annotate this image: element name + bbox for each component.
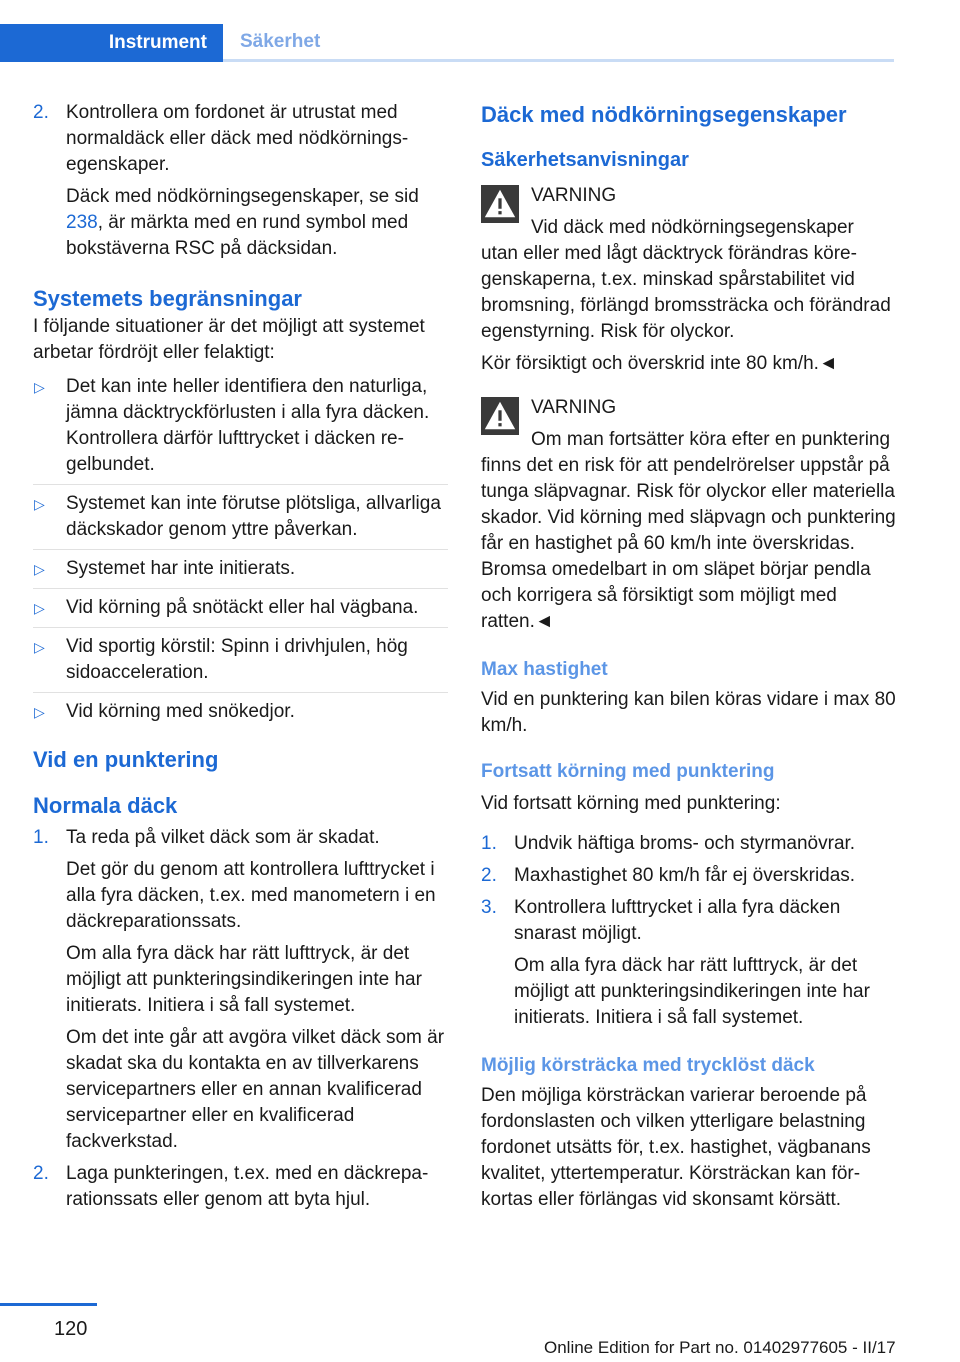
bullet-text: Det kan inte heller identifiera den naturliga, jämna däcktryckförlusten i alla fyra däcken. Kontrollera därför lufttrycket i däcken regelbundet. — [66, 376, 430, 475]
bullet-text: Vid körning på snötäckt eller hal vägbana. — [66, 597, 419, 618]
item-paragraph: Om alla fyra däck har rätt lufttryck, är det möjligt att punkteringsindikeringen inte har initierats. Initiera i så fall systemet. — [514, 955, 870, 1028]
list-item — [481, 831, 896, 857]
bullet-text: Systemet har inte initierats. — [66, 558, 296, 579]
chapter-header — [0, 0, 894, 62]
triangle-bullet-icon: ▷ — [34, 496, 45, 512]
item-number: 2. — [33, 102, 49, 123]
limits-intro: I följande situationer är det möjligt att systemet arbetar fördröjt eller felaktigt: — [33, 316, 425, 363]
item-text: Kontrollera lufttrycket i alla fyra däcken snarast möjligt. — [514, 897, 841, 944]
tab-sakerhet[interactable]: Säkerhet — [240, 31, 321, 52]
continue-list — [481, 831, 896, 1031]
puncture-heading: Vid en punktering — [33, 747, 219, 772]
item-number: 2. — [33, 1163, 49, 1184]
list-item — [33, 491, 448, 543]
limits-list — [33, 374, 448, 725]
triangle-bullet-icon: ▷ — [34, 379, 45, 395]
right-column — [481, 100, 896, 1213]
item-number: 1. — [481, 833, 497, 854]
divider — [33, 692, 448, 693]
item-text: Kontrollera om fordonet är utrustat med normaldäck eller däck med nödkörningsegenskaper. — [66, 102, 409, 175]
divider — [33, 549, 448, 550]
list-item — [33, 595, 448, 621]
triangle-bullet-icon: ▷ — [34, 704, 45, 720]
triangle-bullet-icon: ▷ — [34, 600, 45, 616]
subtext-post: , är märkta med en rund symbol med bokstäverna RSC på däcksidan. — [66, 212, 409, 259]
item-paragraph: Om alla fyra däck har rätt lufttryck, är det möjligt att punkteringsindikeringen inte har initierats. Initiera i så fall systemet. — [66, 943, 422, 1016]
triangle-bullet-icon: ▷ — [34, 639, 45, 655]
distance-heading: Möjlig körsträcka med trycklöst däck — [481, 1055, 815, 1076]
warning-text: Om man fortsätter köra efter en punktering finns det en risk för att pendelrörelser uppstår på tunga släpvagnar. Risk för olyckor eller materiella skador. Vid körning med släpvagn och punktering får en hastighet på 60 km/h inte överskridas. Bromsa omedelbart in om släpet börjar pendla och korrigera så försiktigt som möjligt med ratten.◄ — [481, 429, 896, 632]
list-item — [33, 100, 448, 262]
runflat-heading: Däck med nödkörningsegenskaper — [481, 102, 847, 127]
tab-instrument[interactable]: Instrument — [0, 24, 223, 62]
normal-tires-heading: Normala däck — [33, 793, 178, 818]
max-speed-text: Vid en punktering kan bilen köras vidare i max 80 km/h. — [481, 689, 896, 736]
item-text: Maxhastighet 80 km/h får ej överskridas. — [514, 865, 856, 886]
list-item — [33, 699, 448, 725]
item-paragraph: Om det inte går att avgöra vilket däck som är skadat ska du kontakta en av tillverkarens servicepartners eller en annan kvalificerad servicepartner eller en kvalificerad fackverkstad. — [66, 1027, 445, 1152]
warning-triangle-icon — [481, 185, 519, 223]
divider — [33, 484, 448, 485]
subtext-pre: Däck med nödkörningsegenskaper, se sid — [66, 186, 419, 207]
triangle-bullet-icon: ▷ — [34, 561, 45, 577]
page-number: 120 — [54, 1318, 88, 1340]
item-subtext — [66, 184, 448, 262]
item-number: 1. — [33, 827, 49, 848]
continue-heading: Fortsatt körning med punktering — [481, 761, 775, 782]
bullet-text: Vid sportig körstil: Spinn i drivhjulen, hög sidoacceleration. — [66, 636, 408, 683]
item-number: 3. — [481, 897, 497, 918]
warning-title: VARNING — [531, 397, 617, 418]
warning-extra: Kör försiktigt och överskrid inte 80 km/h.◄ — [481, 353, 838, 374]
list-item — [33, 556, 448, 582]
list-item — [33, 1161, 448, 1213]
header-divider — [223, 59, 894, 62]
list-item — [33, 825, 448, 1155]
divider — [33, 627, 448, 628]
page-link[interactable]: 238 — [66, 212, 98, 233]
warning-box — [481, 395, 896, 635]
distance-text: Den möjliga körsträckan varierar beroende på fordonslasten och vilken ytterligare belastning fordonet utsätts för, t.ex. hastighet, vägbanans kvalitet, yttertemperatur. Körsträckan kan förkortas eller förlängas vid skonsamt körsätt. — [481, 1085, 871, 1210]
item-number: 2. — [481, 865, 497, 886]
left-column — [33, 100, 448, 1213]
warning-triangle-icon — [481, 397, 519, 435]
limits-heading: Systemets begränsningar — [33, 286, 302, 311]
safety-heading: Säkerhetsanvisningar — [481, 149, 689, 171]
item-text: Undvik häftiga broms- och styrmanövrar. — [514, 833, 856, 854]
warning-box — [481, 183, 896, 377]
edition-text: Online Edition for Part no. 01402977605 - II/17 — [544, 1338, 896, 1357]
continue-intro: Vid fortsatt körning med punktering: — [481, 793, 781, 814]
warning-text: Vid däck med nödkörningsegenskaper utan eller med lågt däcktryck förändras köregenskaperna, t.ex. minskad spårstabilitet vid bromsning, förlängd bromssträcka och förändrad egenstyrning. Risk för olyckor. — [481, 217, 891, 342]
item-text: Ta reda på vilket däck som är skadat. — [66, 827, 380, 848]
item-text: Laga punkteringen, t.ex. med en däckreparationssats eller genom att byta hjul. — [66, 1163, 429, 1210]
bullet-text: Systemet kan inte förutse plötsliga, allvarliga däckskador genom yttre påverkan. — [66, 493, 441, 540]
bullet-text: Vid körning med snökedjor. — [66, 701, 295, 722]
list-item — [33, 374, 448, 478]
warning-title: VARNING — [531, 185, 617, 206]
divider — [33, 588, 448, 589]
list-item — [481, 863, 896, 889]
item-paragraph: Det gör du genom att kontrollera lufttrycket i alla fyra däcken, t.ex. med manometern i en däckreparationssats. — [66, 859, 436, 932]
list-item — [481, 895, 896, 1031]
footer-divider — [0, 1303, 97, 1306]
list-item — [33, 634, 448, 686]
max-speed-heading: Max hastighet — [481, 659, 608, 680]
